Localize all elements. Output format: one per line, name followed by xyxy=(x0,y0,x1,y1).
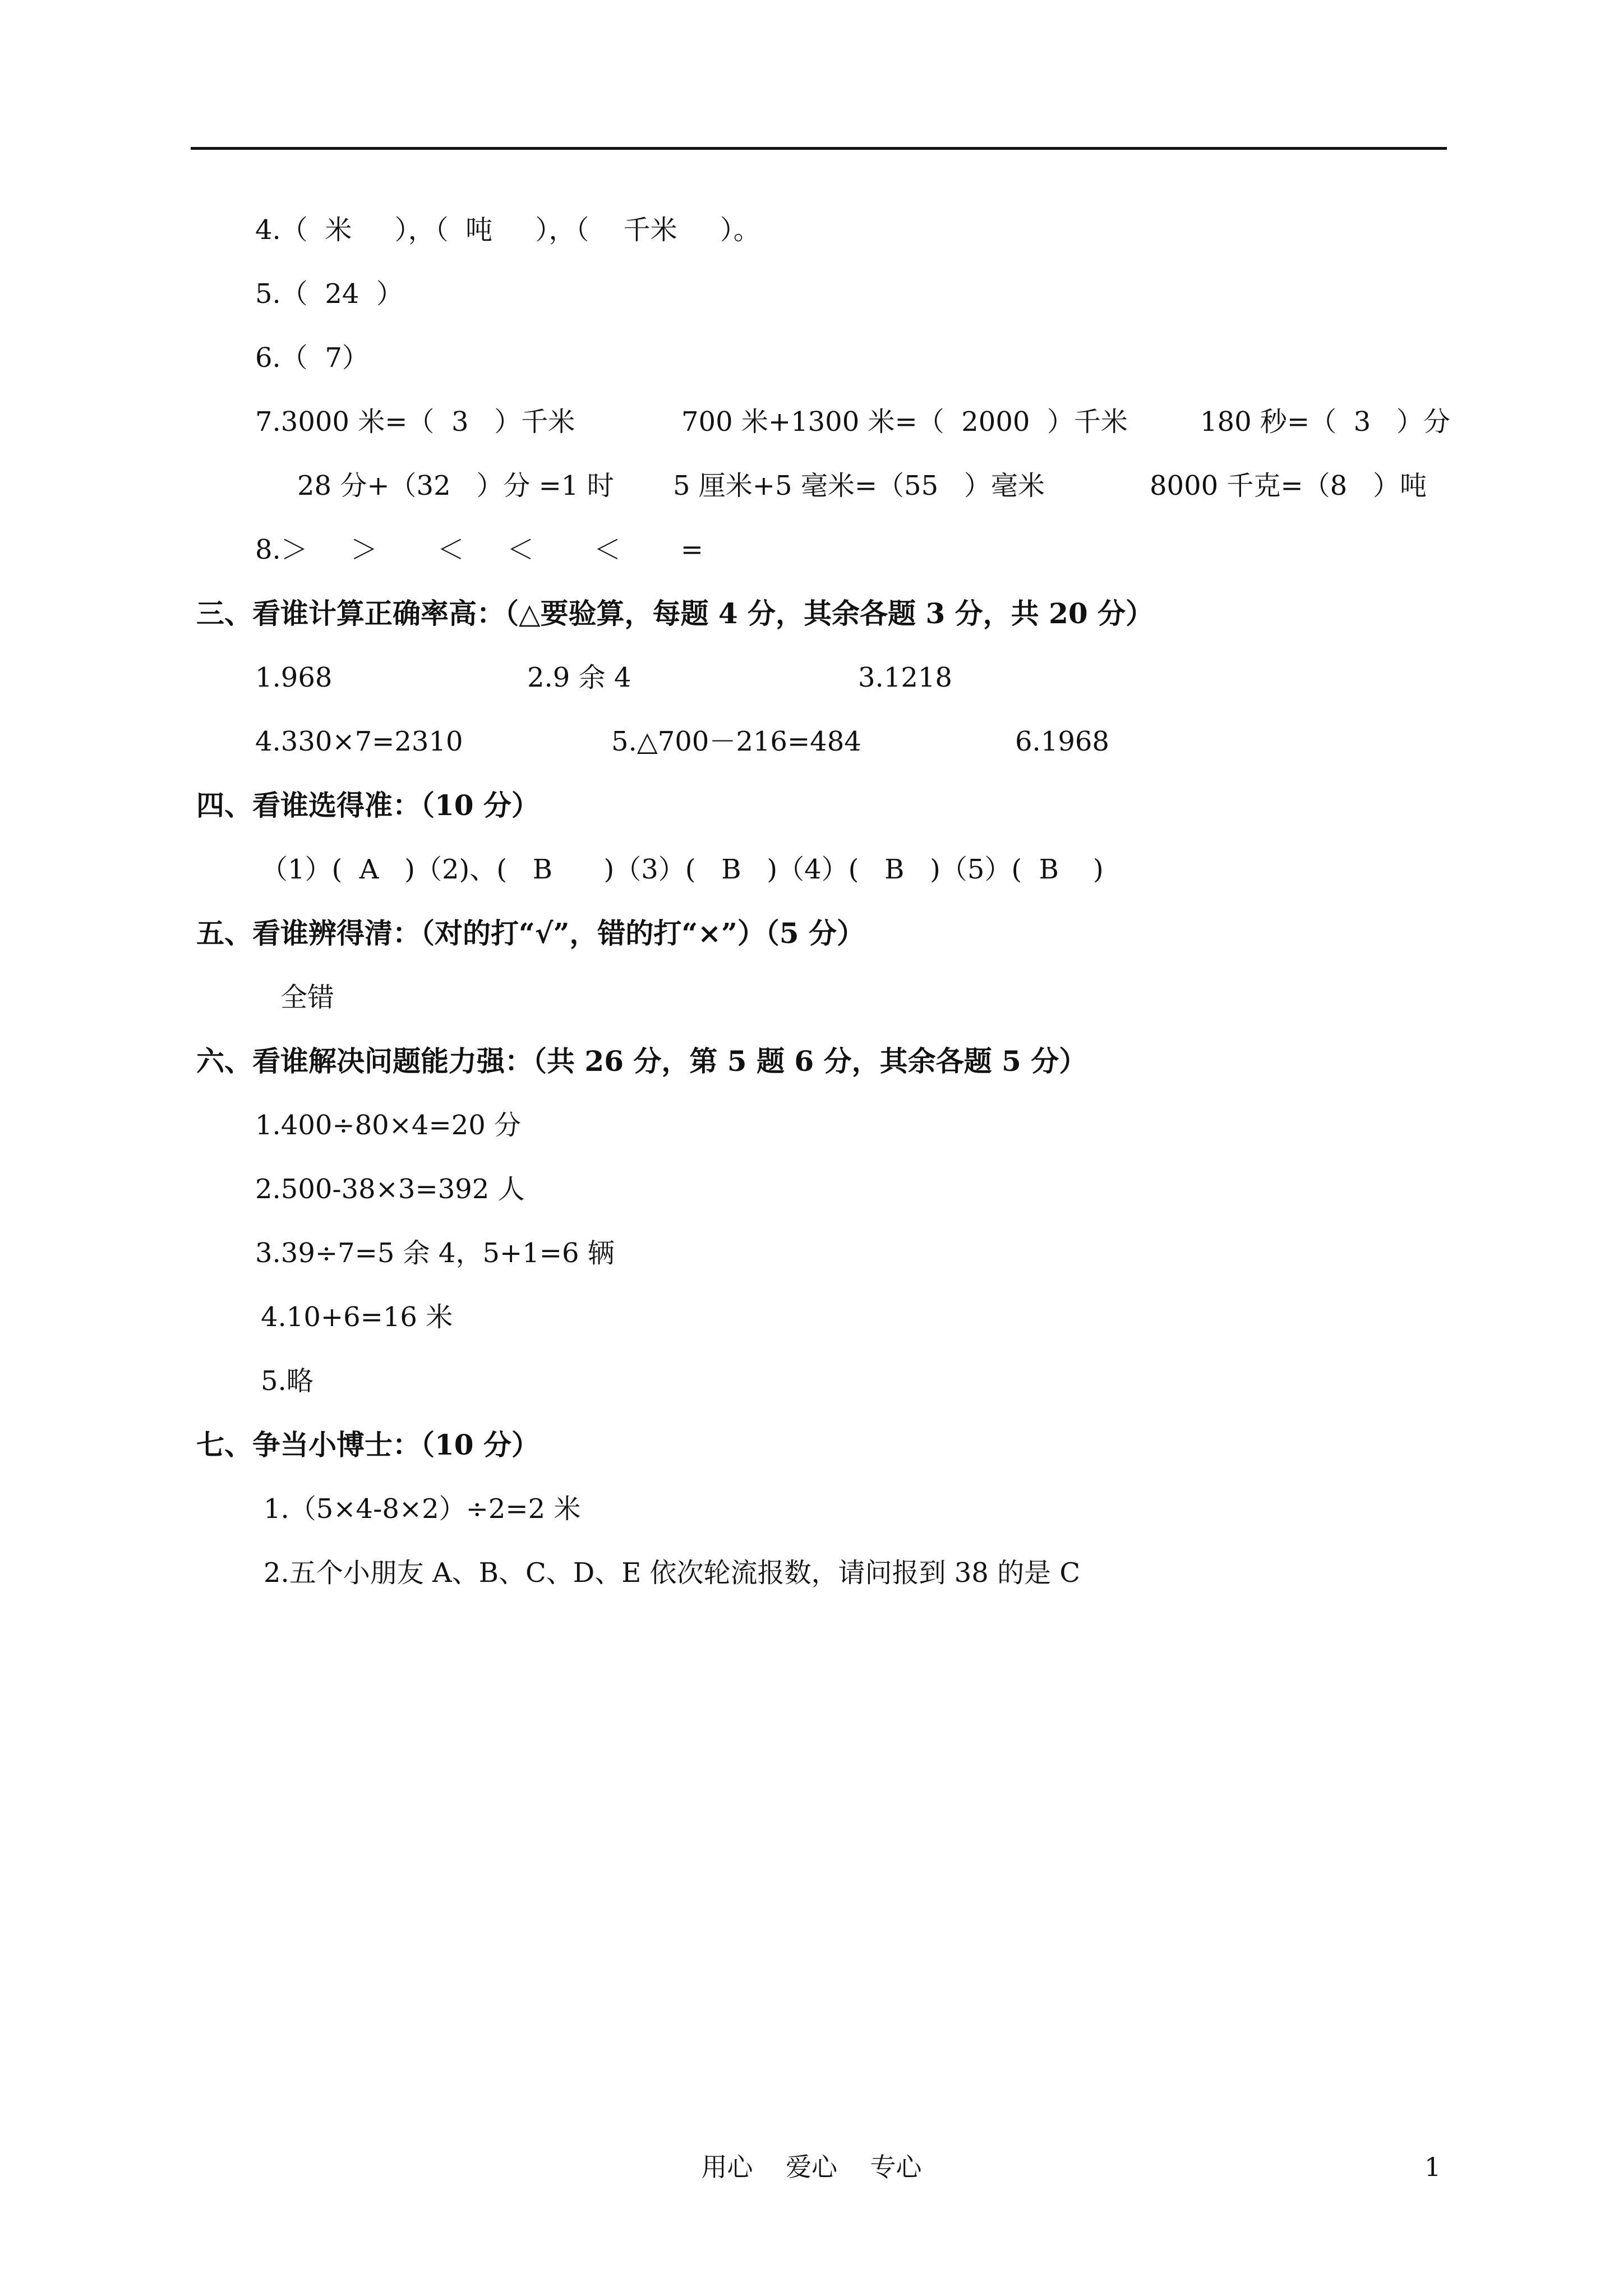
section-3-answer-1: 1.968 xyxy=(255,662,333,693)
section-6-heading: 六、看谁解决问题能力强：（共 26 分，第 5 题 6 分，其余各题 5 分） xyxy=(196,1045,1087,1078)
answer-line-8: 8.＞ ＞ ＜ ＜ ＜ = xyxy=(255,534,704,565)
answer-line-7-part-4: 28 分+（32 ）分 =1 时 xyxy=(297,470,614,501)
section-7-heading: 七、争当小博士：（10 分） xyxy=(196,1428,540,1461)
section-6-answer-1: 1.400÷80×4=20 分 xyxy=(255,1110,522,1141)
section-5-heading: 五、看谁辨得清：（对的打“√”，错的打“×”）（5 分） xyxy=(196,917,865,950)
section-3-answer-6: 6.1968 xyxy=(1015,726,1109,757)
section-3-answer-4: 4.330×7=2310 xyxy=(255,726,463,757)
section-5-answer: 全错 xyxy=(280,982,335,1013)
section-6-answer-3: 3.39÷7=5 余 4，5+1=6 辆 xyxy=(255,1237,615,1269)
section-3-answer-5: 5.△700－216=484 xyxy=(611,726,861,757)
section-4-answers: （1）( A )（2)、( B )（3）( B )（4）( B )（5）( B ) xyxy=(261,854,1104,885)
answer-line-7-part-5: 5 厘米+5 毫米=（55 ）毫米 xyxy=(673,470,1045,501)
section-7-answer-1: 1.（5×4-8×2）÷2=2 米 xyxy=(264,1493,581,1525)
answer-line-6: 6.（ 7） xyxy=(255,342,369,374)
answer-line-7-part-1: 7.3000 米=（ 3 ）千米 xyxy=(255,406,575,438)
section-6-answer-5: 5.略 xyxy=(261,1365,313,1397)
header-rule xyxy=(191,147,1447,150)
section-6-answer-4: 4.10+6=16 米 xyxy=(261,1301,453,1333)
footer-slogan: 用心 爱心 专心 xyxy=(701,2152,922,2182)
section-7-answer-2: 2.五个小朋友 A、B、C、D、E 依次轮流报数，请问报到 38 的是 C xyxy=(264,1557,1081,1589)
section-3-answer-3: 3.1218 xyxy=(858,662,952,693)
section-4-heading: 四、看谁选得准：（10 分） xyxy=(196,789,540,822)
answer-line-7-part-2: 700 米+1300 米=（ 2000 ）千米 xyxy=(681,406,1128,438)
section-3-answer-2: 2.9 余 4 xyxy=(527,662,631,693)
answer-line-7-part-6: 8000 千克=（8 ）吨 xyxy=(1150,470,1427,501)
page-number: 1 xyxy=(1424,2152,1441,2182)
answer-line-7-part-3: 180 秒=（ 3 ）分 xyxy=(1200,406,1450,438)
section-3-heading: 三、看谁计算正确率高：（△要验算，每题 4 分，其余各题 3 分，共 20 分） xyxy=(196,597,1154,630)
section-6-answer-2: 2.500-38×3=392 人 xyxy=(255,1174,525,1205)
answer-line-5: 5.（ 24 ） xyxy=(255,278,403,310)
answer-line-4: 4.（ 米 ），（ 吨 ），（ 千米 ）。 xyxy=(255,214,760,246)
